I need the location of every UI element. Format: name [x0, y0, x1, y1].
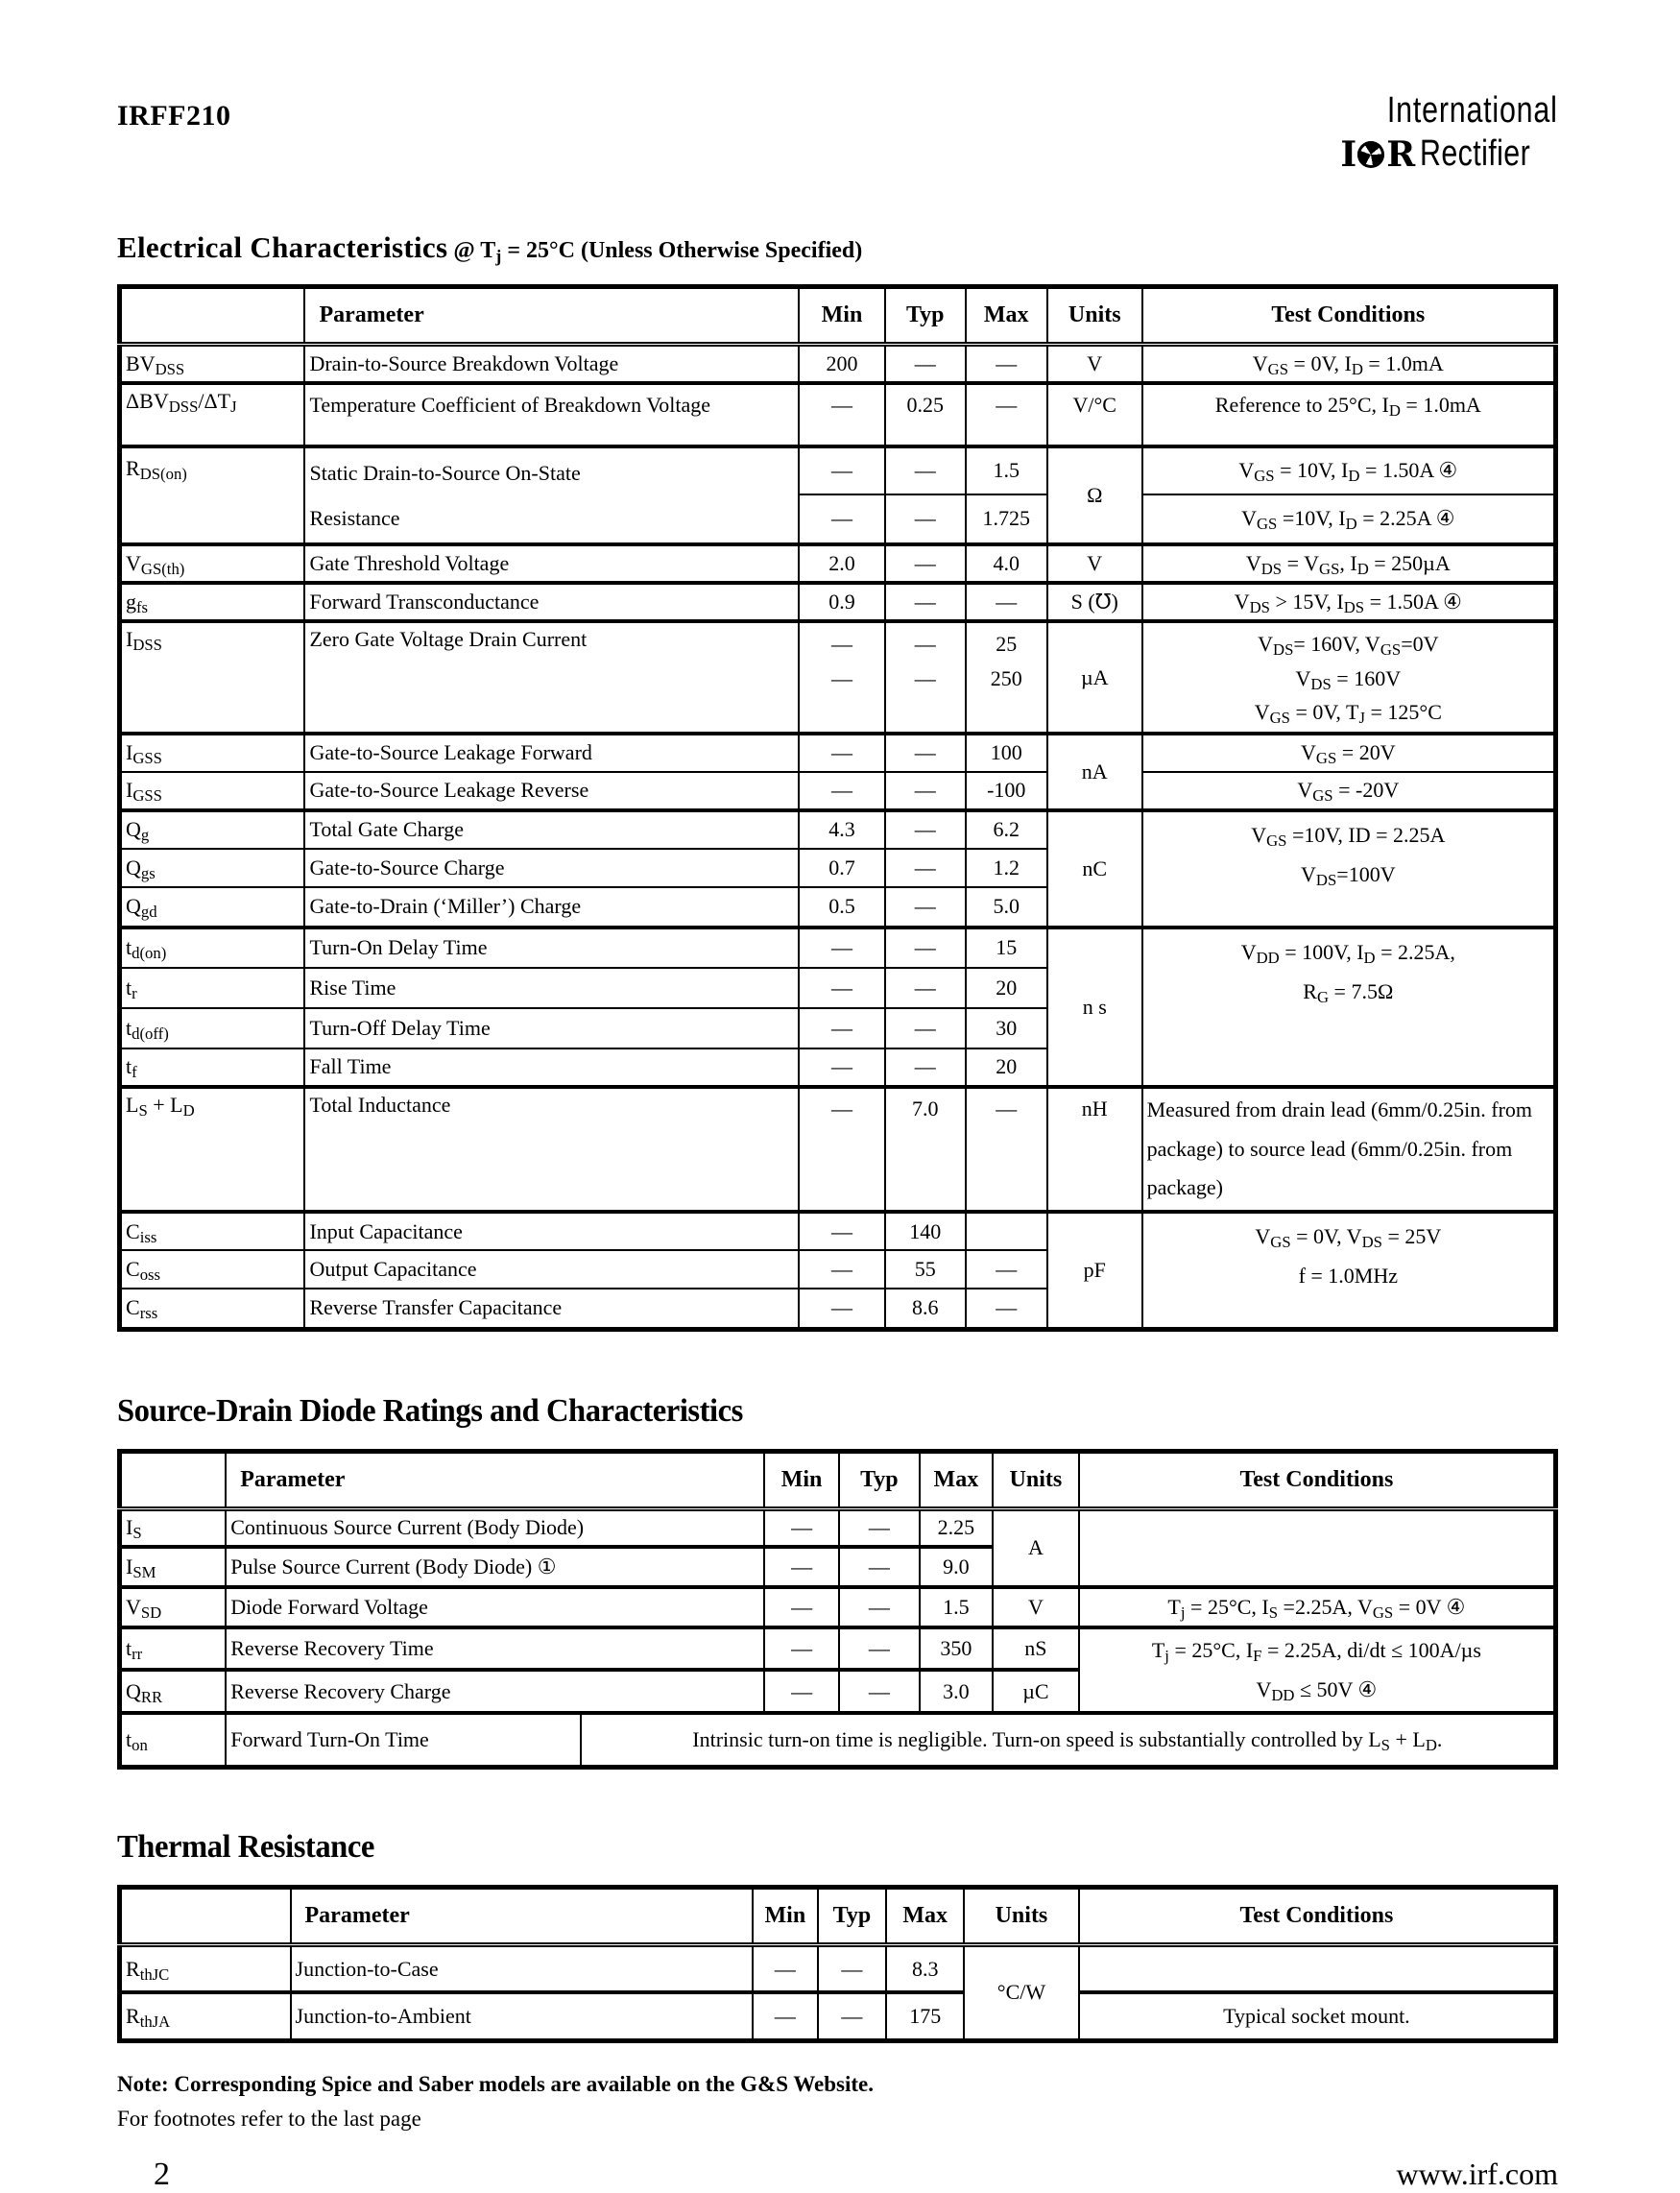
table-cell: —	[764, 1547, 839, 1587]
table-cell: $V_{GS} = 0V$, $V_{DS} = 25V$ f = 1.0MHz	[1142, 1212, 1556, 1329]
table-cell: Pulse Source Current (Body Diode) ①	[226, 1547, 764, 1587]
table-cell: 8.3	[886, 1944, 964, 1992]
table-cell: Rise Time	[304, 968, 799, 1008]
table-cell: Reverse Transfer Capacitance	[304, 1289, 799, 1329]
table-cell: Output Capacitance	[304, 1250, 799, 1289]
header-row	[120, 1887, 1556, 1944]
table-cell: Typical socket mount.	[1079, 1992, 1556, 2040]
column-header: Min	[764, 1451, 839, 1508]
table-cell: —	[753, 1944, 817, 1992]
table-cell: 2.0	[799, 544, 885, 583]
logo-rectifier-text: Rectifier	[1420, 133, 1531, 174]
table-cell: —	[885, 1048, 966, 1087]
table-row	[120, 544, 1556, 583]
table-cell: $I_{DSS}$	[120, 621, 305, 734]
column-header: Parameter	[304, 287, 799, 345]
table-cell: —	[839, 1508, 920, 1547]
table-cell: n s	[1047, 928, 1142, 1087]
table-row	[120, 810, 1556, 849]
table-cell: —	[885, 772, 966, 810]
table-row	[120, 1944, 1556, 1992]
table-cell: 1.2	[966, 849, 1047, 887]
table-cell: nH	[1047, 1087, 1142, 1212]
column-header: Units	[993, 1451, 1079, 1508]
table-cell: —	[885, 849, 966, 887]
column-header: Max	[920, 1451, 993, 1508]
column-header: Typ	[839, 1451, 920, 1508]
table-cell: $T_j = 25^\circ C$, $I_F = 2.25A$, di/dt ≤ 100A/µs $V_{DD} \le 50V$ ④	[1079, 1627, 1556, 1713]
table-cell: $V_{GS} = -20V$	[1142, 772, 1556, 810]
header-row	[120, 287, 1556, 345]
table-cell: —	[885, 810, 966, 849]
column-header: Test Conditions	[1079, 1887, 1556, 1944]
table-row	[120, 734, 1556, 772]
table-cell: Total Gate Charge	[304, 810, 799, 849]
table-cell: Gate Threshold Voltage	[304, 544, 799, 583]
table-cell: $V_{GS} = 10V$, $I_D = 1.50A$ ④	[1142, 446, 1556, 494]
table-cell: —	[966, 1289, 1047, 1329]
table-cell: —	[885, 734, 966, 772]
table-cell: Static Drain-to-Source On-State Resistance	[304, 446, 799, 545]
table-cell: Measured from drain lead (6mm/0.25in. from package) to source lead (6mm/0.25in. from package)	[1142, 1087, 1556, 1212]
table-cell: V	[1047, 544, 1142, 583]
table-cell: $BV_{DSS}$	[120, 345, 305, 383]
table-cell: —	[799, 1250, 885, 1289]
table-cell: $R_{thJC}$	[120, 1944, 291, 1992]
table-cell: —	[839, 1627, 920, 1670]
table-cell: —	[799, 383, 885, 446]
thermal-resistance-table	[117, 1885, 1558, 2043]
table-cell: —	[799, 968, 885, 1008]
table-cell: —	[885, 968, 966, 1008]
table-cell: —	[799, 928, 885, 968]
table-cell: Gate-to-Source Charge	[304, 849, 799, 887]
header-row	[120, 1451, 1556, 1508]
table-cell: 30	[966, 1008, 1047, 1048]
table-cell: -100	[966, 772, 1047, 810]
section-title-electrical: Electrical Characteristics @ $T_j = 25^\circ C$ (Unless Otherwise Specified)	[117, 230, 863, 266]
website-url: www.irf.com	[1396, 2156, 1558, 2191]
column-header: Typ	[818, 1887, 887, 1944]
table-cell: 1.5	[966, 446, 1047, 494]
table-cell: 3.0	[920, 1670, 993, 1714]
column-header: Typ	[885, 287, 966, 345]
table-cell: V	[1047, 345, 1142, 383]
column-header: Units	[1047, 287, 1142, 345]
table-cell: $V_{GS} = 0V$, $I_D = 1.0mA$	[1142, 345, 1556, 383]
table-cell: 100	[966, 734, 1047, 772]
table-cell: —	[885, 446, 966, 494]
table-cell: 1.725	[966, 494, 1047, 544]
table-cell: —	[966, 583, 1047, 621]
table-cell: Diode Forward Voltage	[226, 1587, 764, 1627]
source-drain-diode-table	[117, 1449, 1558, 1770]
page-footer	[117, 2157, 1558, 2193]
table-cell: —	[799, 1048, 885, 1087]
table-cell: —	[799, 1289, 885, 1329]
table-cell: Fall Time	[304, 1048, 799, 1087]
table-row	[120, 1587, 1556, 1627]
table-row	[120, 1713, 1556, 1767]
table-cell: —	[885, 1008, 966, 1048]
table-cell	[1079, 1944, 1556, 1992]
table-row	[120, 1992, 1556, 2040]
table-cell: 15	[966, 928, 1047, 968]
table-cell: pF	[1047, 1212, 1142, 1329]
table-cell: $I_{SM}$	[120, 1547, 227, 1587]
table-row	[120, 345, 1556, 383]
table-cell: —	[966, 383, 1047, 446]
part-number: IRFF210	[117, 100, 231, 132]
table-row	[120, 772, 1556, 810]
table-cell: µA	[1047, 621, 1142, 734]
table-cell: Forward Turn-On Time	[226, 1713, 581, 1767]
ir-logo-pinwheel-icon	[1357, 141, 1384, 168]
table-cell: —	[799, 1087, 885, 1212]
table-cell: 0.5	[799, 887, 885, 928]
table-cell: $V_{SD}$	[120, 1587, 227, 1627]
table-cell: 350	[920, 1627, 993, 1670]
table-cell: —	[966, 345, 1047, 383]
table-cell: 55	[885, 1250, 966, 1289]
table-cell: µC	[993, 1670, 1079, 1714]
table-cell: $\Delta BV_{DSS}/\Delta T_J$	[120, 383, 305, 446]
table-cell: —	[799, 1008, 885, 1048]
footnotes-note: For footnotes refer to the last page	[117, 2106, 421, 2131]
column-header: Test Conditions	[1142, 287, 1556, 345]
table-cell: 200	[799, 345, 885, 383]
table-cell: —	[764, 1670, 839, 1714]
table-cell: $t_{d(off)}$	[120, 1008, 305, 1048]
table-cell: $V_{GS} =10V$, $I_D = 2.25A$ ④	[1142, 494, 1556, 544]
table-cell: 20	[966, 968, 1047, 1008]
table-cell: $T_j = 25^\circ C$, $I_S =2.25A$, $V_{GS} = 0V$ ④	[1079, 1587, 1556, 1627]
table-cell: nS	[993, 1627, 1079, 1670]
table-cell: —	[764, 1508, 839, 1547]
table-cell: Drain-to-Source Breakdown Voltage	[304, 345, 799, 383]
table-cell: $C_{rss}$	[120, 1289, 305, 1329]
table-cell: —	[839, 1587, 920, 1627]
table-cell: —	[966, 1087, 1047, 1212]
table-cell: $I_{GSS}$	[120, 734, 305, 772]
table-cell: $t_{rr}$	[120, 1627, 227, 1670]
table-cell: °C/W	[964, 1944, 1079, 2040]
table-row	[120, 446, 1556, 494]
table-cell: Reverse Recovery Charge	[226, 1670, 764, 1714]
table-row	[120, 928, 1556, 968]
table-row	[120, 1627, 1556, 1670]
table-cell: $t_r$	[120, 968, 305, 1008]
column-header: Max	[886, 1887, 964, 1944]
table-cell: Continuous Source Current (Body Diode)	[226, 1508, 764, 1547]
column-header	[120, 1451, 227, 1508]
table-cell: —	[764, 1627, 839, 1670]
table-cell	[966, 1212, 1047, 1250]
section-title-conditions: @ $T_j = 25^\circ C$ (Unless Otherwise Specified)	[453, 238, 863, 266]
column-header	[120, 287, 305, 345]
table-cell: $I_{GSS}$	[120, 772, 305, 810]
table-cell: 140	[885, 1212, 966, 1250]
table-cell: Reverse Recovery Time	[226, 1627, 764, 1670]
table-cell: V/°C	[1047, 383, 1142, 446]
table-cell: —	[799, 772, 885, 810]
table-cell: —	[966, 1250, 1047, 1289]
table-cell: Ω	[1047, 446, 1142, 545]
table-row	[120, 1212, 1556, 1250]
table-cell: Gate-to-Source Leakage Forward	[304, 734, 799, 772]
table-cell	[1079, 1508, 1556, 1587]
table-cell: —	[885, 544, 966, 583]
table-cell: —	[818, 1944, 887, 1992]
table-cell: Gate-to-Source Leakage Reverse	[304, 772, 799, 810]
table-cell: 4.3	[799, 810, 885, 849]
table-cell: $Q_g$	[120, 810, 305, 849]
table-cell: $g_{fs}$	[120, 583, 305, 621]
table-cell: 175	[886, 1992, 964, 2040]
table-cell: $t_{on}$	[120, 1713, 227, 1767]
table-cell: —	[799, 446, 885, 494]
table-cell: 20	[966, 1048, 1047, 1087]
table-row	[120, 621, 1556, 734]
table-cell: —	[885, 887, 966, 928]
table-cell: Total Inductance	[304, 1087, 799, 1212]
table-cell: $V_{GS} =10V$, ID = 2.25A $V_{DS}=100V$	[1142, 810, 1556, 928]
table-cell: $L_S + L_D$	[120, 1087, 305, 1212]
table-cell: — —	[885, 621, 966, 734]
table-cell: S (℧)	[1047, 583, 1142, 621]
table-cell: $V_{DS} = V_{GS}$, $I_D = 250\mu A$	[1142, 544, 1556, 583]
column-header: Parameter	[291, 1887, 754, 1944]
table-cell: $Q_{RR}$	[120, 1670, 227, 1714]
table-cell: —	[885, 928, 966, 968]
table-cell: 2.25	[920, 1508, 993, 1547]
table-cell: 4.0	[966, 544, 1047, 583]
ir-logo	[1340, 90, 1558, 175]
column-header: Units	[964, 1887, 1079, 1944]
table-cell: nA	[1047, 734, 1142, 810]
table-cell: Forward Transconductance	[304, 583, 799, 621]
table-cell: —	[885, 583, 966, 621]
table-cell: Zero Gate Voltage Drain Current	[304, 621, 799, 734]
page-header	[117, 90, 1558, 186]
table-cell: $Q_{gd}$	[120, 887, 305, 928]
table-cell: $Q_{gs}$	[120, 849, 305, 887]
column-header: Min	[799, 287, 885, 345]
table-cell: $C_{oss}$	[120, 1250, 305, 1289]
table-cell: —	[818, 1992, 887, 2040]
table-cell: $R_{DS(on)}$	[120, 446, 305, 545]
table-cell: —	[799, 494, 885, 544]
table-cell: —	[839, 1547, 920, 1587]
table-cell: V	[993, 1587, 1079, 1627]
table-cell: 1.5	[920, 1587, 993, 1627]
table-cell: Turn-Off Delay Time	[304, 1008, 799, 1048]
table-cell: 7.0	[885, 1087, 966, 1212]
table-cell: — —	[799, 621, 885, 734]
table-cell: 0.7	[799, 849, 885, 887]
table-row	[120, 583, 1556, 621]
page-number: 2	[154, 2156, 170, 2192]
table-cell: 6.2	[966, 810, 1047, 849]
table-cell: —	[885, 345, 966, 383]
column-header: Parameter	[226, 1451, 764, 1508]
table-cell: —	[885, 494, 966, 544]
logo-international-text: International	[1387, 90, 1558, 131]
electrical-characteristics-table	[117, 284, 1558, 1332]
table-cell: $V_{GS(th)}$	[120, 544, 305, 583]
table-cell: Reference to 25°C, $I_D = 1.0mA$	[1142, 383, 1556, 446]
table-cell: $C_{iss}$	[120, 1212, 305, 1250]
table-cell: 0.25	[885, 383, 966, 446]
column-header: Min	[753, 1887, 817, 1944]
table-row	[120, 383, 1556, 446]
ir-logo-mark: I R	[1340, 133, 1415, 175]
table-cell: Gate-to-Drain (‘Miller’) Charge	[304, 887, 799, 928]
table-cell: $V_{DD} = 100V$, $I_D = 2.25A$, $R_G = 7.5\Omega$	[1142, 928, 1556, 1087]
table-cell: Junction-to-Ambient	[291, 1992, 754, 2040]
table-cell: —	[799, 1212, 885, 1250]
table-cell: $t_f$	[120, 1048, 305, 1087]
table-cell: $V_{DS} > 15V$, $I_{DS} = 1.50A$ ④	[1142, 583, 1556, 621]
table-row	[120, 1087, 1556, 1212]
section-title-diode: Source-Drain Diode Ratings and Characteristics	[117, 1392, 743, 1429]
table-cell: 5.0	[966, 887, 1047, 928]
table-cell: Intrinsic turn-on time is negligible. Turn-on speed is substantially controlled by $L_S + L_D$.	[581, 1713, 1556, 1767]
table-cell: $I_S$	[120, 1508, 227, 1547]
table-cell: 0.9	[799, 583, 885, 621]
table-cell: $R_{thJA}$	[120, 1992, 291, 2040]
table-cell: nC	[1047, 810, 1142, 928]
table-cell: —	[839, 1670, 920, 1714]
column-header: Test Conditions	[1079, 1451, 1556, 1508]
column-header	[120, 1887, 291, 1944]
table-cell: $V_{GS} = 20V$	[1142, 734, 1556, 772]
table-cell: Junction-to-Case	[291, 1944, 754, 1992]
table-row	[120, 1508, 1556, 1547]
table-cell: $V_{DS}= 160V$, $V_{GS}=0V$ $V_{DS} = 160V$ $V_{GS} = 0V$, $T_J = 125^\circ C$	[1142, 621, 1556, 734]
table-cell: 25 250	[966, 621, 1047, 734]
table-cell: —	[799, 734, 885, 772]
table-cell: 8.6	[885, 1289, 966, 1329]
spice-saber-note: Note: Corresponding Spice and Saber models are available on the G&S Website.	[117, 2071, 875, 2096]
table-cell: Turn-On Delay Time	[304, 928, 799, 968]
section-title-thermal: Thermal Resistance	[117, 1828, 374, 1865]
table-cell: $t_{d(on)}$	[120, 928, 305, 968]
table-cell: —	[753, 1992, 817, 2040]
table-cell: Temperature Coefficient of Breakdown Voltage	[304, 383, 799, 446]
table-cell: —	[764, 1587, 839, 1627]
table-cell: Input Capacitance	[304, 1212, 799, 1250]
table-cell: A	[993, 1508, 1079, 1587]
table-cell: 9.0	[920, 1547, 993, 1587]
column-header: Max	[966, 287, 1047, 345]
